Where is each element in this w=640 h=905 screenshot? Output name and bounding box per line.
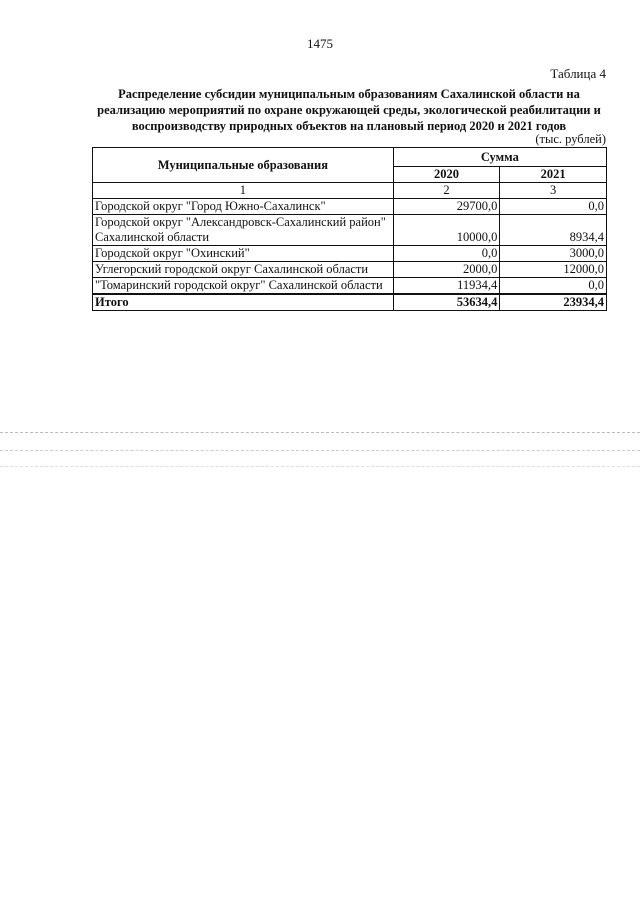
header-sum: Сумма xyxy=(393,148,606,167)
municipality-name: Углегорский городской округ Сахалинской области xyxy=(93,262,394,278)
document-title: Распределение субсидии муниципальным образованиям Сахалинской области на реализацию мероприятий по охране окружающей среды, экологической реабилитации и воспроизводству природных объектов на плановый период 2020 и 2021 годов xyxy=(97,87,601,133)
table-label: Таблица 4 xyxy=(550,66,606,81)
column-index: 3 xyxy=(500,183,607,199)
total-row xyxy=(93,294,607,311)
value-2021: 3000,0 xyxy=(500,246,607,262)
municipality-name: Городской округ "Охинский" xyxy=(93,246,394,262)
header-year-2021: 2021 xyxy=(500,167,607,183)
table-row xyxy=(93,278,607,295)
value-2021: 0,0 xyxy=(500,278,607,295)
column-index: 1 xyxy=(93,183,394,199)
value-2020: 10000,0 xyxy=(393,215,500,246)
column-index: 2 xyxy=(393,183,500,199)
municipality-name: Городской округ "Александровск-Сахалинский район" Сахалинской области xyxy=(93,215,394,246)
municipality-name: Городской округ "Город Южно-Сахалинск" xyxy=(93,199,394,215)
page-number: 1475 xyxy=(307,36,333,51)
total-label: Итого xyxy=(93,294,394,311)
scan-artifact-line xyxy=(0,450,640,451)
value-2020: 11934,4 xyxy=(393,278,500,295)
header-municipalities: Муниципальные образования xyxy=(93,148,394,183)
municipality-name: "Томаринский городской округ" Сахалинской области xyxy=(93,278,394,295)
header-year-2020: 2020 xyxy=(393,167,500,183)
header-row xyxy=(93,148,607,167)
value-2021: 12000,0 xyxy=(500,262,607,278)
table-row xyxy=(93,199,607,215)
value-2021: 0,0 xyxy=(500,199,607,215)
units-label: (тыс. рублей) xyxy=(535,132,606,146)
total-2021: 23934,4 xyxy=(500,294,607,311)
scan-artifact-line xyxy=(0,466,640,467)
value-2020: 29700,0 xyxy=(393,199,500,215)
value-2020: 0,0 xyxy=(393,246,500,262)
total-2020: 53634,4 xyxy=(393,294,500,311)
value-2020: 2000,0 xyxy=(393,262,500,278)
table-row xyxy=(93,215,607,246)
value-2021: 8934,4 xyxy=(500,215,607,246)
table-row xyxy=(93,246,607,262)
scan-artifact-line xyxy=(0,432,640,433)
column-index-row xyxy=(93,183,607,199)
table-row xyxy=(93,262,607,278)
subsidy-table xyxy=(92,147,607,311)
